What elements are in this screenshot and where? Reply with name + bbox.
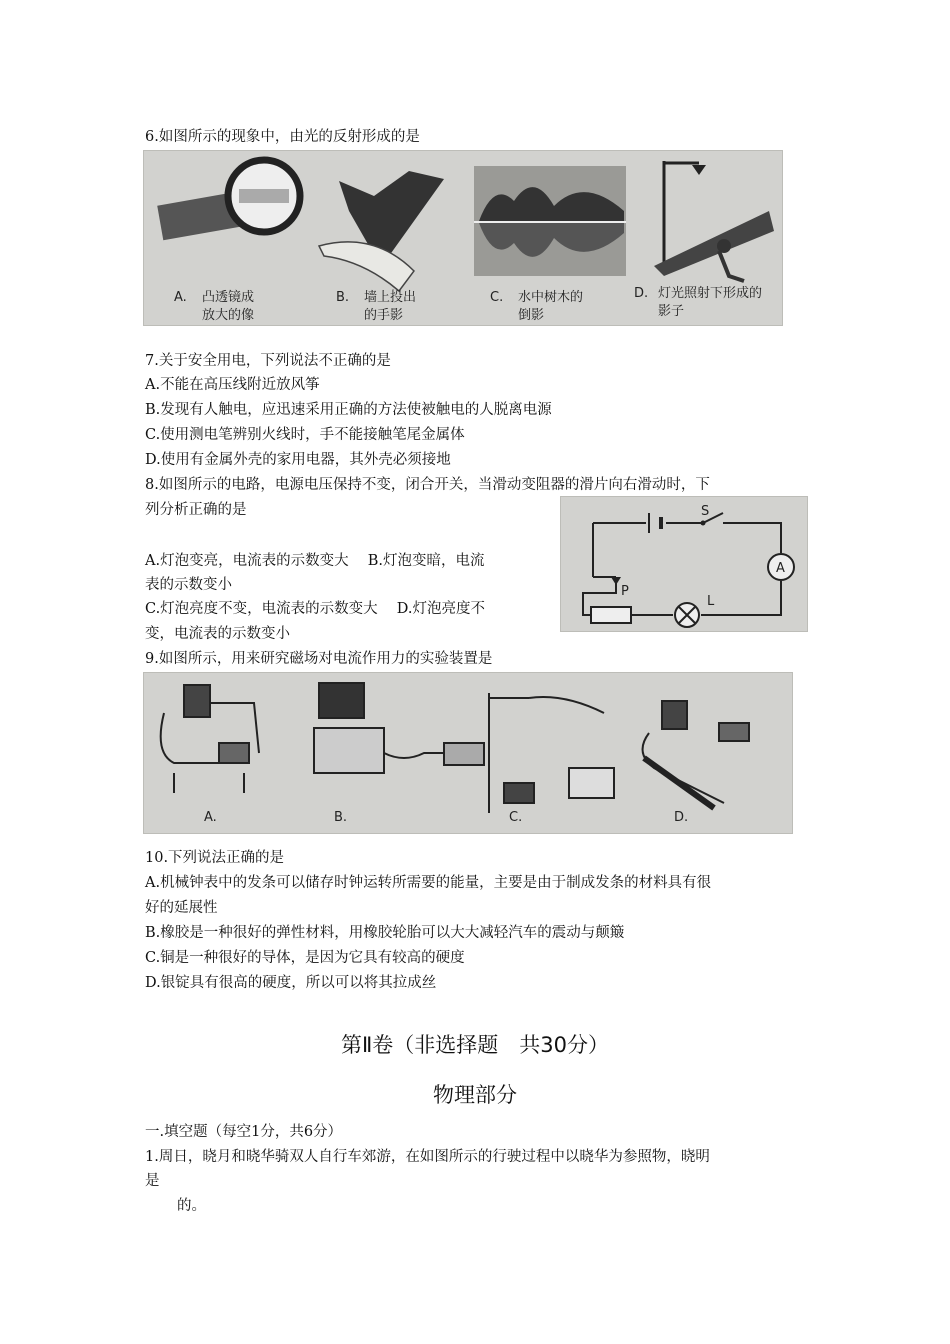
q7-option-c: C.使用测电笔辨别火线时，手不能接触笔尾金属体 [145,427,465,443]
lamp-label: L [707,594,715,609]
q6-caption-c-letter: C. [490,290,504,305]
hand-shadow-illustration [319,171,444,291]
apparatus-b [314,683,484,773]
q10-stem: 10.下列说法正确的是 [145,850,285,866]
q6-caption-b-line1: 墙上投出 [364,290,417,305]
q10-option-a-line1: A.机械钟表中的发条可以储存时钟运转所需要的能量，主要是由于制成发条的材料具有很 [145,875,712,891]
q6-caption-d-line1: 灯光照射下形成的 [658,286,763,301]
fill-q1-line3: 的。 [177,1198,206,1214]
q9-stem: 9.如图所示，用来研究磁场对电流作用力的实验装置是 [145,651,493,667]
q6-caption-a-letter: A. [174,290,187,305]
q9-label-c: C. [509,810,523,825]
q6-image-strip [143,150,783,326]
q7-option-d: D.使用有金属外壳的家用电器，其外壳必须接地 [145,452,451,468]
q9-label-a: A. [204,810,217,825]
q6-caption-b-line2: 的手影 [364,308,404,323]
q6-caption-c-line2: 倒影 [518,308,545,323]
switch-label: S [701,504,710,519]
q10-option-d: D.银锭具有很高的硬度，所以可以将其拉成丝 [145,975,437,991]
q7-stem: 7.关于安全用电，下列说法不正确的是 [145,353,391,369]
ammeter-label: A [776,561,785,576]
apparatus-d [643,701,749,808]
magnifier-illustration [157,160,300,240]
q8-stem-line1: 8.如图所示的电路，电源电压保持不变，闭合开关，当滑动变阻器的滑片向右滑动时，下 [145,477,710,493]
part2-subtitle: 物理部分 [433,1083,517,1107]
fill-q1-line2: 是 [145,1173,160,1189]
apparatus-a [161,685,259,793]
q7-option-a: A.不能在高压线附近放风筝 [145,377,320,393]
q6-caption-b-letter: B. [336,290,350,305]
q9-label-b: B. [334,810,348,825]
fill-q1-line1: 1.周日，晓月和晓华骑双人自行车郊游，在如图所示的行驶过程中以晓华为参照物，晓明 [145,1149,710,1165]
q8-circuit-diagram [560,496,808,632]
q8-options-line1: A.灯泡变亮，电流表的示数变大 B.灯泡变暗，电流 [145,553,485,569]
q9-image-strip [143,672,793,834]
q6-caption-a-line1: 凸透镜成 [202,290,255,305]
q6-caption-d-letter: D. [634,286,649,301]
apparatus-c [489,693,614,813]
lamp-shadow-illustration [654,161,774,281]
q8-options-line4: 变，电流表的示数变小 [145,626,290,642]
q6-caption-c-line1: 水中树木的 [518,290,584,305]
q10-option-a-line2: 好的延展性 [145,900,218,916]
part2-title: 第Ⅱ卷（非选择题 共30分） [340,1033,610,1057]
fill-heading: 一.填空题（每空1分，共6分） [145,1124,343,1140]
q8-stem-line2: 列分析正确的是 [145,502,247,518]
q6-caption-a-line2: 放大的像 [202,308,255,323]
q8-options-line3: C.灯泡亮度不变，电流表的示数变大 D.灯泡亮度不 [145,601,486,617]
q8-options-line2: 表的示数变小 [145,577,232,593]
q6-caption-d-line2: 影子 [658,304,685,319]
q10-option-b: B.橡胶是一种很好的弹性材料，用橡胶轮胎可以大大减轻汽车的震动与颠簸 [145,925,625,941]
q10-option-c: C.铜是一种很好的导体，是因为它具有较高的硬度 [145,950,465,966]
q9-label-d: D. [674,810,689,825]
q7-option-b: B.发现有人触电，应迅速采用正确的方法使被触电的人脱离电源 [145,402,552,418]
q6-stem: 6.如图所示的现象中，由光的反射形成的是 [145,129,420,145]
tree-reflection-illustration [474,166,626,276]
slider-label: P [621,584,629,599]
